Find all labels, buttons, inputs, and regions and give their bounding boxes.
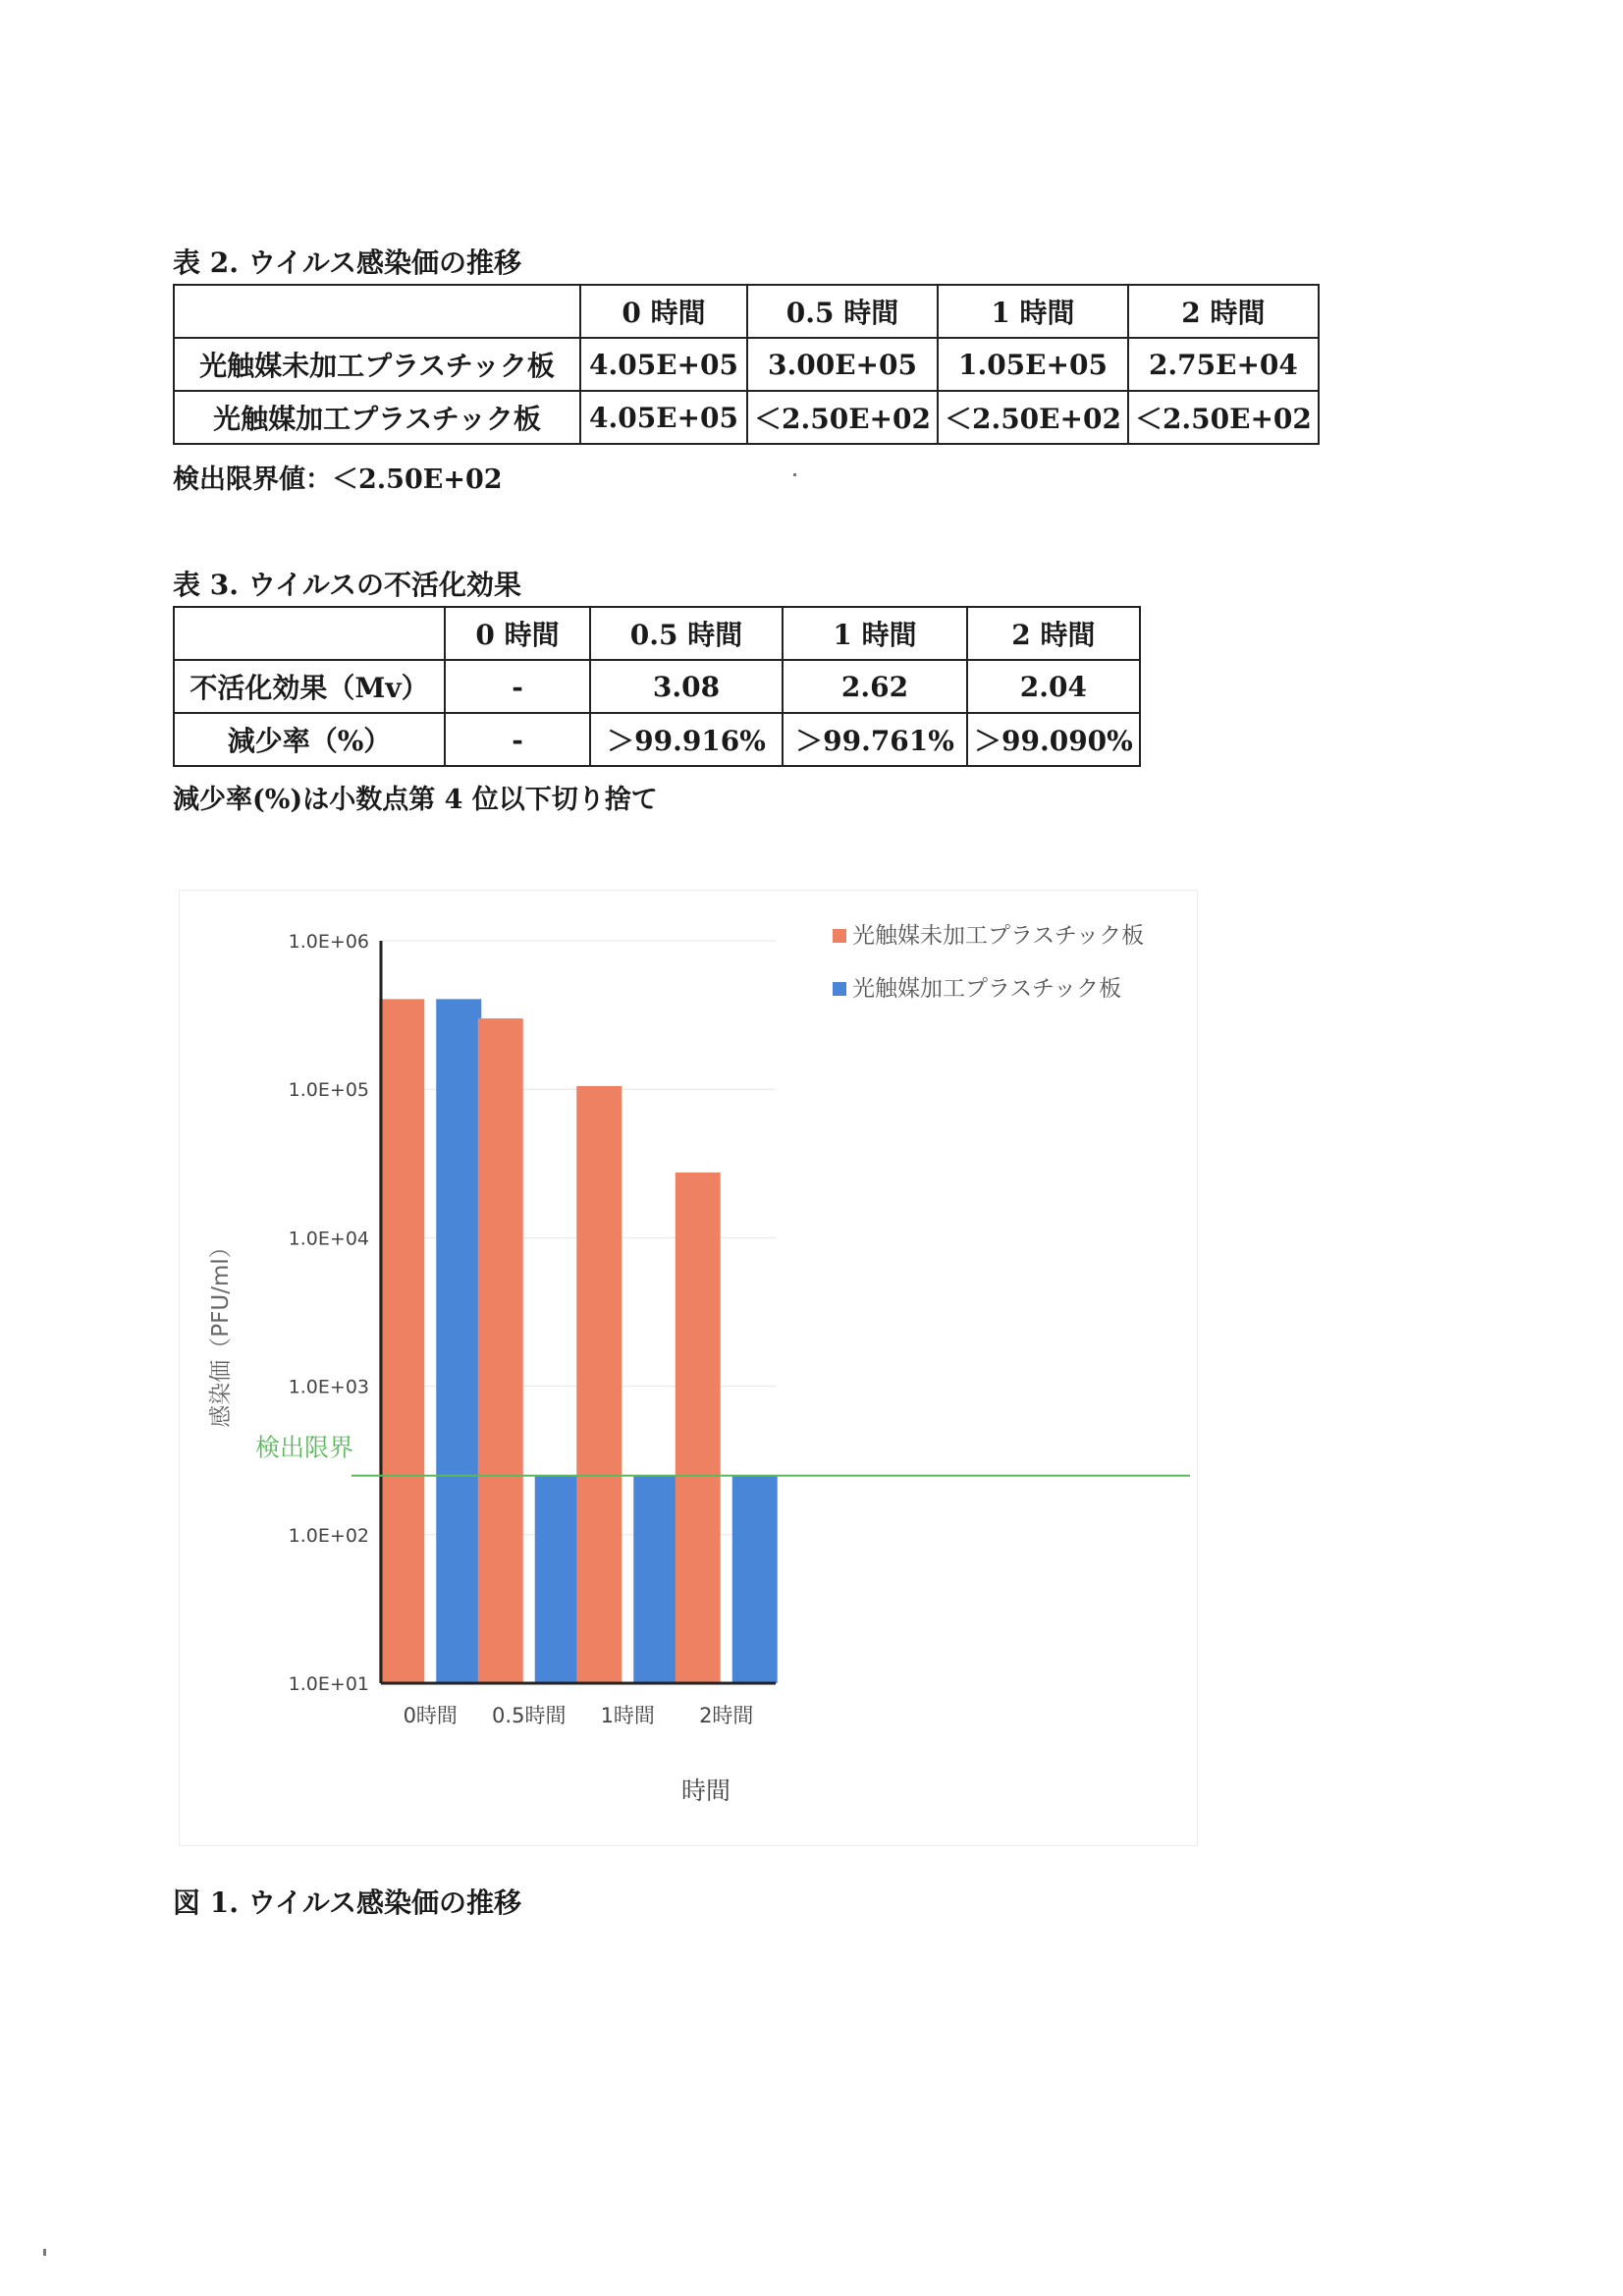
table2-caption: 表 2. ウイルス感染価の推移 bbox=[173, 246, 522, 279]
table-cell: ＞99.090% bbox=[967, 713, 1140, 766]
table-row bbox=[174, 338, 1319, 391]
table-header-cell: 1 時間 bbox=[783, 607, 967, 660]
table-cell: ＞99.761% bbox=[783, 713, 967, 766]
x-tick-label: 0.5時間 bbox=[492, 1704, 567, 1727]
table-cell: 1.05E+05 bbox=[938, 338, 1128, 391]
detection-limit-label: 検出限界 bbox=[255, 1433, 354, 1462]
x-tick-label: 1時間 bbox=[600, 1704, 655, 1727]
table2-note: 検出限界値：＜2.50E+02 bbox=[173, 465, 503, 495]
table-row bbox=[174, 391, 1319, 444]
legend-label: 光触媒加工プラスチック板 bbox=[852, 976, 1122, 1002]
bar bbox=[436, 999, 481, 1683]
table3-header-row bbox=[174, 607, 1140, 660]
table-header-cell bbox=[174, 607, 445, 660]
table3-caption: 表 3. ウイルスの不活化効果 bbox=[173, 569, 522, 601]
table2-header-row bbox=[174, 285, 1319, 338]
y-tick-label: 1.0E+05 bbox=[288, 1079, 369, 1102]
table-cell: ＜2.50E+02 bbox=[938, 391, 1128, 444]
table-header-cell bbox=[174, 285, 580, 338]
bar bbox=[676, 1173, 721, 1683]
table-header-cell: 0 時間 bbox=[580, 285, 747, 338]
figure-caption: 図 1. ウイルス感染価の推移 bbox=[173, 1886, 522, 1919]
bar bbox=[535, 1476, 580, 1683]
table2 bbox=[173, 284, 1320, 445]
y-tick-label: 1.0E+01 bbox=[288, 1673, 369, 1695]
bar bbox=[633, 1476, 678, 1683]
table-cell: 3.00E+05 bbox=[747, 338, 938, 391]
bar bbox=[379, 999, 424, 1683]
table-header-cell: 1 時間 bbox=[938, 285, 1128, 338]
y-axis-label: 感染価（PFU/ml） bbox=[208, 1235, 234, 1428]
scan-speck bbox=[793, 473, 796, 476]
virus-titer-chart bbox=[179, 890, 1196, 1844]
legend-swatch bbox=[833, 982, 846, 996]
y-tick-label: 1.0E+04 bbox=[288, 1228, 369, 1250]
y-tick-label: 1.0E+03 bbox=[288, 1376, 369, 1398]
x-axis-categories bbox=[404, 1704, 754, 1727]
scan-speck bbox=[43, 2249, 46, 2256]
table-cell: 3.08 bbox=[590, 660, 783, 713]
table-cell: ＜2.50E+02 bbox=[1128, 391, 1319, 444]
x-axis-label: 時間 bbox=[680, 1777, 731, 1805]
table-cell: - bbox=[445, 713, 590, 766]
table-cell: 4.05E+05 bbox=[580, 338, 747, 391]
legend-label: 光触媒未加工プラスチック板 bbox=[852, 923, 1145, 949]
row-label-cell: 光触媒未加工プラスチック板 bbox=[174, 338, 580, 391]
table-header-cell: 0 時間 bbox=[445, 607, 590, 660]
table-header-cell: 0.5 時間 bbox=[747, 285, 938, 338]
y-tick-label: 1.0E+02 bbox=[288, 1524, 369, 1547]
table-header-cell: 2 時間 bbox=[1128, 285, 1319, 338]
bar bbox=[478, 1018, 523, 1683]
table-cell: 2.04 bbox=[967, 660, 1140, 713]
table-cell: 4.05E+05 bbox=[580, 391, 747, 444]
legend bbox=[833, 923, 1144, 1002]
row-label-cell: 減少率（%） bbox=[174, 713, 445, 766]
legend-swatch bbox=[833, 929, 846, 943]
row-label-cell: 光触媒加工プラスチック板 bbox=[174, 391, 580, 444]
table-cell: 2.62 bbox=[783, 660, 967, 713]
table-cell: - bbox=[445, 660, 590, 713]
bar bbox=[576, 1086, 622, 1683]
table-row bbox=[174, 713, 1140, 766]
table3-note: 減少率(%)は小数点第 4 位以下切り捨て bbox=[173, 785, 658, 815]
bars bbox=[379, 999, 778, 1683]
row-label-cell: 不活化効果（Mv） bbox=[174, 660, 445, 713]
table3 bbox=[173, 606, 1141, 767]
y-axis-ticks bbox=[289, 931, 369, 1695]
table-header-cell: 2 時間 bbox=[967, 607, 1140, 660]
y-tick-label: 1.0E+06 bbox=[288, 931, 369, 953]
table-cell: ＞99.916% bbox=[590, 713, 783, 766]
table-cell: ＜2.50E+02 bbox=[747, 391, 938, 444]
table-row bbox=[174, 660, 1140, 713]
bar bbox=[732, 1476, 778, 1683]
table-cell: 2.75E+04 bbox=[1128, 338, 1319, 391]
table-header-cell: 0.5 時間 bbox=[590, 607, 783, 660]
x-tick-label: 2時間 bbox=[699, 1704, 754, 1727]
x-tick-label: 0時間 bbox=[403, 1704, 458, 1727]
